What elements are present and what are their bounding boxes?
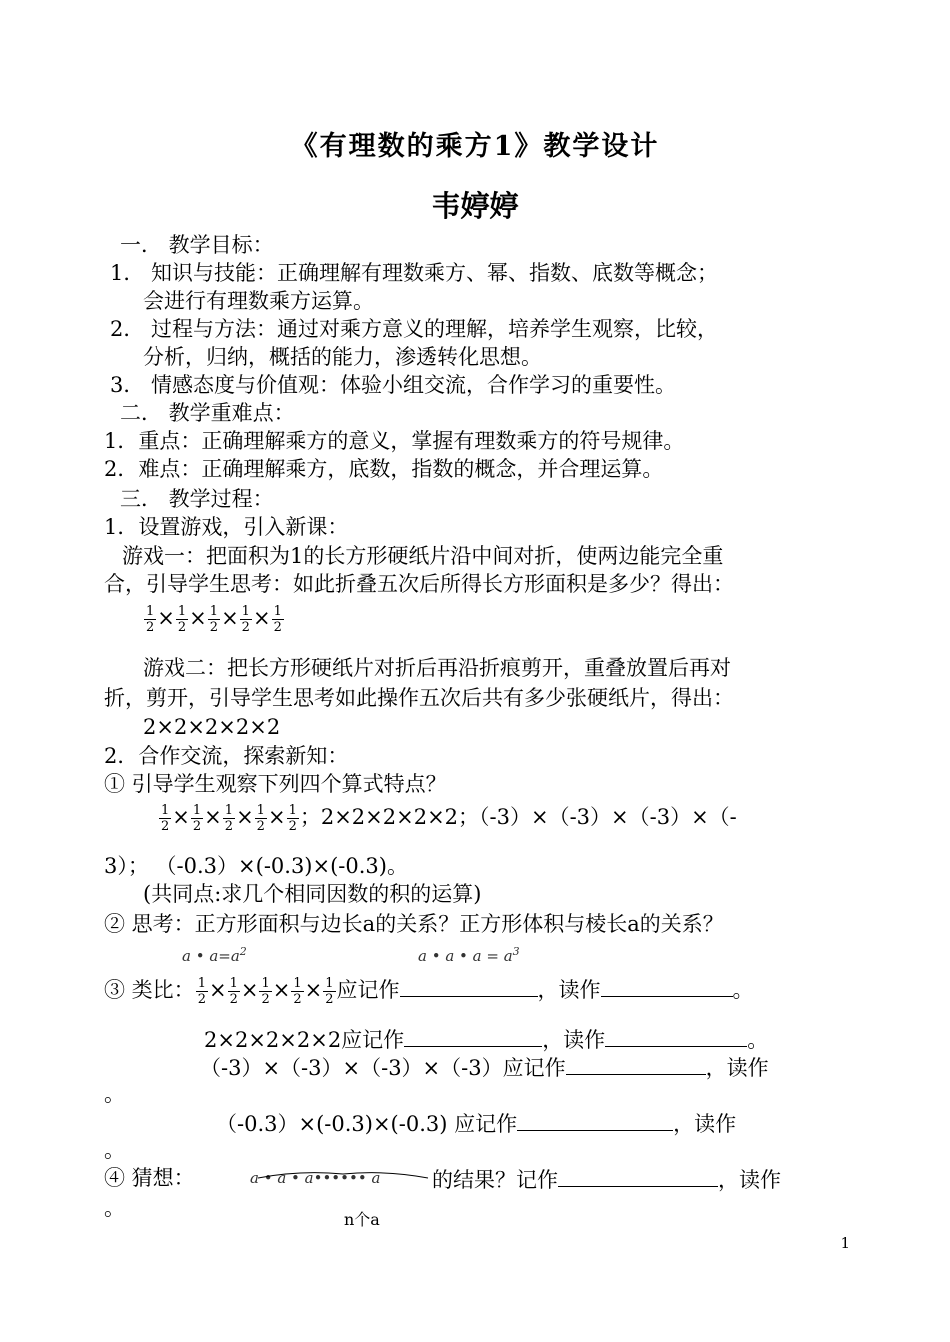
step-1-heading: 1．设置游戏，引入新课：: [104, 515, 349, 539]
game-1-line-2: 合，引导学生思考：如此折叠五次后所得长方形面积是多少？得出：: [104, 572, 734, 596]
objective-2-line-1: 2． 过程与方法：通过对乘方意义的理解，培养学生观察，比较，: [110, 317, 719, 341]
objective-1-line-1: 1． 知识与技能：正确理解有理数乘方、幂、指数、底数等概念；: [110, 261, 719, 285]
objective-1-line-2: 会进行有理数乘方运算。: [143, 289, 374, 313]
square-area-formula: a • $a=a^2$: [182, 945, 247, 965]
section-3-heading: 三． 教学过程：: [120, 487, 274, 511]
answer-blank[interactable]: [605, 1024, 747, 1047]
answer-blank[interactable]: [517, 1108, 673, 1131]
answer-blank[interactable]: [400, 974, 538, 997]
objective-3: 3． 情感态度与价值观：体验小组交流，合作学习的重要性。: [110, 373, 677, 397]
section-2-heading: 二． 教学重难点：: [120, 401, 295, 425]
n-factor-product: a • a • a•••••• a: [250, 1169, 381, 1187]
game-1-line-1: 游戏一：把面积为1的长方形硬纸片沿中间对折，使两边能完全重: [122, 544, 724, 568]
document-title: 《有理数的乘方1》教学设计: [290, 131, 660, 162]
analogy-row-2: 2×2×2×2×2应记作 ，读作 。: [204, 1024, 768, 1054]
page-number: 1: [840, 1234, 850, 1252]
question-2: ② 思考：正方形面积与边长a的关系？正方形体积与棱长a的关系？: [104, 912, 724, 936]
analogy-row-3-end: 。: [104, 1082, 125, 1106]
question-4-text: 的结果？记作 ，读作: [432, 1164, 781, 1194]
cube-volume-formula: a • a • $a = a^3$: [418, 945, 520, 965]
analogy-row-4: （-0.3）×(-0.3)×(-0.3) 应记作 ，读作: [216, 1108, 736, 1138]
expressions-line-1: $\frac{1}{2}$ × $\frac{1}{2}$ × $\frac{1}{2}$ × $\frac{1}{2}$ × $\frac{1}{2}$ ；2×2×2×2×2；（-3）×（-3）×（-3）×（-: [161, 803, 737, 834]
analogy-row-3: （-3）×（-3）×（-3）×（-3）应记作 ，读作: [200, 1052, 769, 1082]
game-2-line-2: 折，剪开，引导学生思考如此操作五次后共有多少张硬纸片，得出：: [104, 686, 734, 710]
step-2-heading: 2．合作交流，探索新知：: [104, 744, 349, 768]
answer-blank[interactable]: [601, 974, 733, 997]
fraction-product-game-1: $\frac{1}{2}$ × $\frac{1}{2}$ × $\frac{1}{2}$ × $\frac{1}{2}$ × $\frac{1}{2}$: [146, 604, 282, 635]
difficult-point: 2．难点：正确理解乘方，底数，指数的概念，并合理运算。: [104, 457, 664, 481]
analogy-row-4-end: 。: [104, 1138, 125, 1162]
question-4-end: 。: [104, 1196, 125, 1220]
common-feature-note: (共同点:求几个相同因数的积的运算): [143, 882, 482, 906]
answer-blank[interactable]: [558, 1164, 718, 1187]
author-name: 韦婷婷: [431, 189, 519, 223]
answer-blank[interactable]: [404, 1024, 542, 1047]
question-4-label: ④ 猜想：: [104, 1166, 195, 1190]
game-2-line-1: 游戏二：把长方形硬纸片对折后再沿折痕剪开，重叠放置后再对: [143, 656, 731, 680]
section-1-heading: 一． 教学目标：: [120, 233, 274, 257]
key-point: 1．重点：正确理解乘方的意义，掌握有理数乘方的符号规律。: [104, 429, 685, 453]
answer-blank[interactable]: [566, 1052, 706, 1075]
expressions-line-2: 3）； （-0.3）×(-0.3)×(-0.3)。: [104, 854, 408, 878]
objective-2-line-2: 分析，归纳，概括的能力，渗透转化思想。: [143, 345, 542, 369]
question-1: ① 引导学生观察下列四个算式特点？: [104, 772, 447, 796]
n-factor-label: n个a: [344, 1210, 380, 1229]
product-brace: [256, 1168, 430, 1180]
game-2-result: 2×2×2×2×2: [143, 715, 281, 739]
analogy-row-1: ③ 类比： $\frac{1}{2}$ × $\frac{1}{2}$ × $\frac{1}{2}$ × $\frac{1}{2}$ × $\frac{1}{2}$ 应记作 ，读作 。: [104, 976, 754, 1007]
